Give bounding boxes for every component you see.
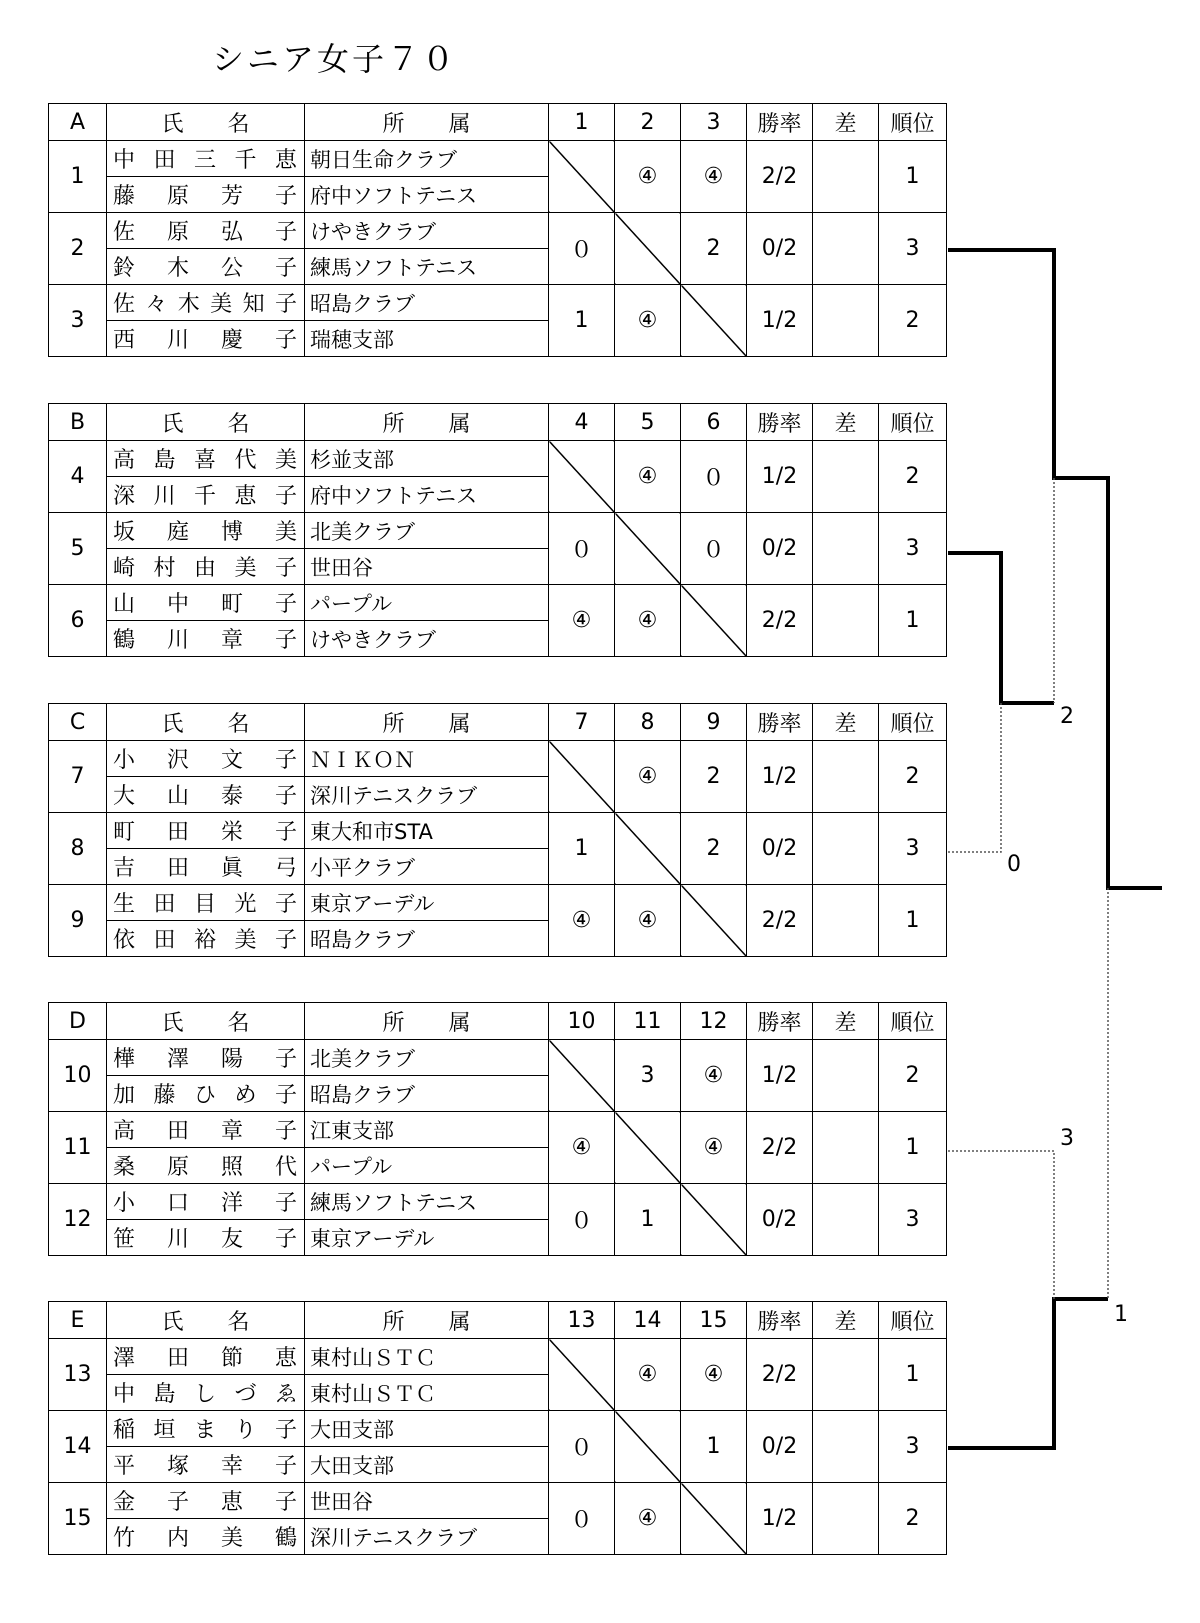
player-club: けやきクラブ: [305, 213, 549, 249]
win-rate: 1/2: [747, 285, 813, 357]
name-header: 氏 名: [107, 104, 305, 141]
bracket-score: 3: [1060, 1126, 1074, 1151]
win-rate: 1/2: [747, 441, 813, 513]
player-name-text: 坂 庭 博 美: [113, 520, 298, 545]
player-name-text: 中 島 し づ ゑ: [113, 1382, 298, 1407]
bracket-line: [948, 1151, 1054, 1299]
win-rate: 0/2: [747, 813, 813, 885]
player-club: 昭島クラブ: [305, 285, 549, 321]
rank-value: 1: [879, 1339, 947, 1411]
player-name-text: 澤 田 節 恵: [113, 1346, 298, 1371]
match-score: ０: [549, 513, 615, 585]
rank-header: 順位: [879, 404, 947, 441]
match-score: ④: [681, 1112, 747, 1184]
col-header: 13: [549, 1302, 615, 1339]
col-header: 15: [681, 1302, 747, 1339]
player-name-text: 深 川 千 恵 子: [113, 484, 298, 509]
player-club: 東村山ＳＴＣ: [305, 1375, 549, 1411]
col-header: 11: [615, 1003, 681, 1040]
player-name-text: 西 川 慶 子: [113, 328, 298, 353]
col-header: 14: [615, 1302, 681, 1339]
player-club: 昭島クラブ: [305, 921, 549, 957]
rank-value: 3: [879, 1411, 947, 1483]
player-number: 4: [49, 441, 107, 513]
diff-header: 差: [813, 704, 879, 741]
rank-value: 2: [879, 1483, 947, 1555]
player-club: 深川テニスクラブ: [305, 777, 549, 813]
player-number: 8: [49, 813, 107, 885]
match-score: 2: [681, 213, 747, 285]
player-club: 東京アーデル: [305, 885, 549, 921]
win-rate: 2/2: [747, 585, 813, 657]
match-score: ④: [615, 141, 681, 213]
col-header: 5: [615, 404, 681, 441]
player-number: 1: [49, 141, 107, 213]
player-name-text: 生 田 目 光 子: [113, 892, 298, 917]
winrate-header: 勝率: [747, 1302, 813, 1339]
rank-header: 順位: [879, 704, 947, 741]
match-score: ④: [681, 141, 747, 213]
player-name-text: 笹 川 友 子: [113, 1227, 298, 1252]
rank-value: 1: [879, 885, 947, 957]
bracket-line: [948, 250, 1162, 888]
player-club: パープル: [305, 585, 549, 621]
match-score: ④: [615, 585, 681, 657]
player-number: 11: [49, 1112, 107, 1184]
player-club: 瑞穂支部: [305, 321, 549, 357]
player-number: 12: [49, 1184, 107, 1256]
name-header: 氏 名: [107, 1302, 305, 1339]
player-club: 世田谷: [305, 1483, 549, 1519]
bracket-score: 1: [1114, 1302, 1128, 1327]
match-score: 1: [681, 1411, 747, 1483]
player-name-text: 竹 内 美 鶴: [113, 1526, 298, 1551]
rank-header: 順位: [879, 1003, 947, 1040]
player-club: 大田支部: [305, 1447, 549, 1483]
player-club: 世田谷: [305, 549, 549, 585]
player-club: 大田支部: [305, 1411, 549, 1447]
page-title: シニア女子７０: [212, 40, 458, 78]
player-club: 朝日生命クラブ: [305, 141, 549, 177]
win-rate: 1/2: [747, 1483, 813, 1555]
player-name-text: 町 田 栄 子: [113, 820, 298, 845]
match-score: ④: [549, 585, 615, 657]
winrate-header: 勝率: [747, 704, 813, 741]
player-name-text: 佐 原 弘 子: [113, 220, 298, 245]
col-header: 10: [549, 1003, 615, 1040]
player-club: 府中ソフトテニス: [305, 177, 549, 213]
rank-value: 1: [879, 1112, 947, 1184]
player-number: 9: [49, 885, 107, 957]
rank-header: 順位: [879, 1302, 947, 1339]
match-score: ０: [549, 213, 615, 285]
match-score: ④: [615, 285, 681, 357]
rank-value: 2: [879, 285, 947, 357]
col-header: 4: [549, 404, 615, 441]
win-rate: 0/2: [747, 513, 813, 585]
player-name-text: 佐 々 木 美 知 子: [113, 292, 298, 317]
match-score: 1: [549, 813, 615, 885]
match-score: 3: [615, 1040, 681, 1112]
player-club: 深川テニスクラブ: [305, 1519, 549, 1555]
win-rate: 1/2: [747, 1040, 813, 1112]
win-rate: 2/2: [747, 1339, 813, 1411]
rank-header: 順位: [879, 104, 947, 141]
col-header: 3: [681, 104, 747, 141]
rank-value: 3: [879, 1184, 947, 1256]
diff-header: 差: [813, 104, 879, 141]
group-label: A: [49, 104, 107, 141]
player-number: 3: [49, 285, 107, 357]
name-header: 氏 名: [107, 404, 305, 441]
player-name-text: 加 藤 ひ め 子: [113, 1083, 298, 1108]
win-rate: 0/2: [747, 1411, 813, 1483]
player-club: ＮＩＫＯＮ: [305, 741, 549, 777]
rank-value: 1: [879, 141, 947, 213]
player-name-text: 大 山 泰 子: [113, 784, 298, 809]
player-number: 7: [49, 741, 107, 813]
player-name-text: 高 田 章 子: [113, 1119, 298, 1144]
col-header: 7: [549, 704, 615, 741]
player-club: パープル: [305, 1148, 549, 1184]
club-header: 所 属: [305, 404, 549, 441]
match-score: ０: [549, 1411, 615, 1483]
winrate-header: 勝率: [747, 1003, 813, 1040]
diff-header: 差: [813, 1003, 879, 1040]
player-name-text: 山 中 町 子: [113, 592, 298, 617]
player-name-text: 桑 原 照 代: [113, 1155, 298, 1180]
match-score: ④: [615, 885, 681, 957]
player-club: 東村山ＳＴＣ: [305, 1339, 549, 1375]
player-club: 練馬ソフトテニス: [305, 249, 549, 285]
player-name-text: 中 田 三 千 恵: [113, 148, 298, 173]
match-score: 1: [615, 1184, 681, 1256]
name-header: 氏 名: [107, 704, 305, 741]
match-score: ④: [615, 1483, 681, 1555]
rank-value: 3: [879, 813, 947, 885]
player-club: 府中ソフトテニス: [305, 477, 549, 513]
match-score: ０: [681, 513, 747, 585]
match-score: 1: [549, 285, 615, 357]
player-number: 6: [49, 585, 107, 657]
club-header: 所 属: [305, 1302, 549, 1339]
match-score: ④: [615, 1339, 681, 1411]
col-header: 9: [681, 704, 747, 741]
player-name-text: 樺 澤 陽 子: [113, 1047, 298, 1072]
rank-value: 2: [879, 1040, 947, 1112]
match-score: ④: [681, 1339, 747, 1411]
player-number: 5: [49, 513, 107, 585]
player-name-text: 小 口 洋 子: [113, 1191, 298, 1216]
match-score: ④: [615, 741, 681, 813]
player-number: 10: [49, 1040, 107, 1112]
player-club: 小平クラブ: [305, 849, 549, 885]
player-number: 13: [49, 1339, 107, 1411]
winrate-header: 勝率: [747, 104, 813, 141]
group-label: E: [49, 1302, 107, 1339]
bracket-line: [948, 1299, 1108, 1448]
group-label: B: [49, 404, 107, 441]
player-club: 北美クラブ: [305, 513, 549, 549]
rank-value: 1: [879, 585, 947, 657]
diff-header: 差: [813, 404, 879, 441]
match-score: ④: [615, 441, 681, 513]
win-rate: 2/2: [747, 1112, 813, 1184]
player-name-text: 鈴 木 公 子: [113, 256, 298, 281]
player-club: 東京アーデル: [305, 1220, 549, 1256]
player-number: 2: [49, 213, 107, 285]
match-score: ０: [549, 1483, 615, 1555]
col-header: 8: [615, 704, 681, 741]
match-score: ④: [681, 1040, 747, 1112]
win-rate: 2/2: [747, 885, 813, 957]
col-header: 2: [615, 104, 681, 141]
col-header: 12: [681, 1003, 747, 1040]
player-club: 江東支部: [305, 1112, 549, 1148]
player-name-text: 小 沢 文 子: [113, 748, 298, 773]
win-rate: 0/2: [747, 1184, 813, 1256]
match-score: 2: [681, 813, 747, 885]
player-name-text: 平 塚 幸 子: [113, 1454, 298, 1479]
group-label: C: [49, 704, 107, 741]
bracket-line: [948, 553, 1054, 703]
winrate-header: 勝率: [747, 404, 813, 441]
player-number: 15: [49, 1483, 107, 1555]
player-name-text: 高 島 喜 代 美: [113, 448, 298, 473]
win-rate: 0/2: [747, 213, 813, 285]
rank-value: 2: [879, 741, 947, 813]
player-club: けやきクラブ: [305, 621, 549, 657]
match-score: ④: [549, 885, 615, 957]
match-score: 2: [681, 741, 747, 813]
player-club: 北美クラブ: [305, 1040, 549, 1076]
rank-value: 3: [879, 213, 947, 285]
match-score: ０: [681, 441, 747, 513]
club-header: 所 属: [305, 704, 549, 741]
player-club: 杉並支部: [305, 441, 549, 477]
win-rate: 2/2: [747, 141, 813, 213]
bracket-score: 0: [1007, 852, 1021, 877]
name-header: 氏 名: [107, 1003, 305, 1040]
player-name-text: 藤 原 芳 子: [113, 184, 298, 209]
bracket-line: [948, 703, 1001, 852]
player-club: 昭島クラブ: [305, 1076, 549, 1112]
player-name-text: 崎 村 由 美 子: [113, 556, 298, 581]
player-club: 東大和市STA: [305, 813, 549, 849]
club-header: 所 属: [305, 1003, 549, 1040]
player-name-text: 依 田 裕 美 子: [113, 928, 298, 953]
player-name-text: 吉 田 眞 弓: [113, 856, 298, 881]
player-number: 14: [49, 1411, 107, 1483]
group-label: D: [49, 1003, 107, 1040]
player-club: 練馬ソフトテニス: [305, 1184, 549, 1220]
match-score: ④: [549, 1112, 615, 1184]
rank-value: 3: [879, 513, 947, 585]
rank-value: 2: [879, 441, 947, 513]
player-name-text: 金 子 恵 子: [113, 1490, 298, 1515]
player-name-text: 鶴 川 章 子: [113, 628, 298, 653]
club-header: 所 属: [305, 104, 549, 141]
bracket-score: 2: [1060, 704, 1074, 729]
diff-header: 差: [813, 1302, 879, 1339]
win-rate: 1/2: [747, 741, 813, 813]
col-header: 1: [549, 104, 615, 141]
player-name-text: 稲 垣 ま り 子: [113, 1418, 298, 1443]
match-score: ０: [549, 1184, 615, 1256]
col-header: 6: [681, 404, 747, 441]
